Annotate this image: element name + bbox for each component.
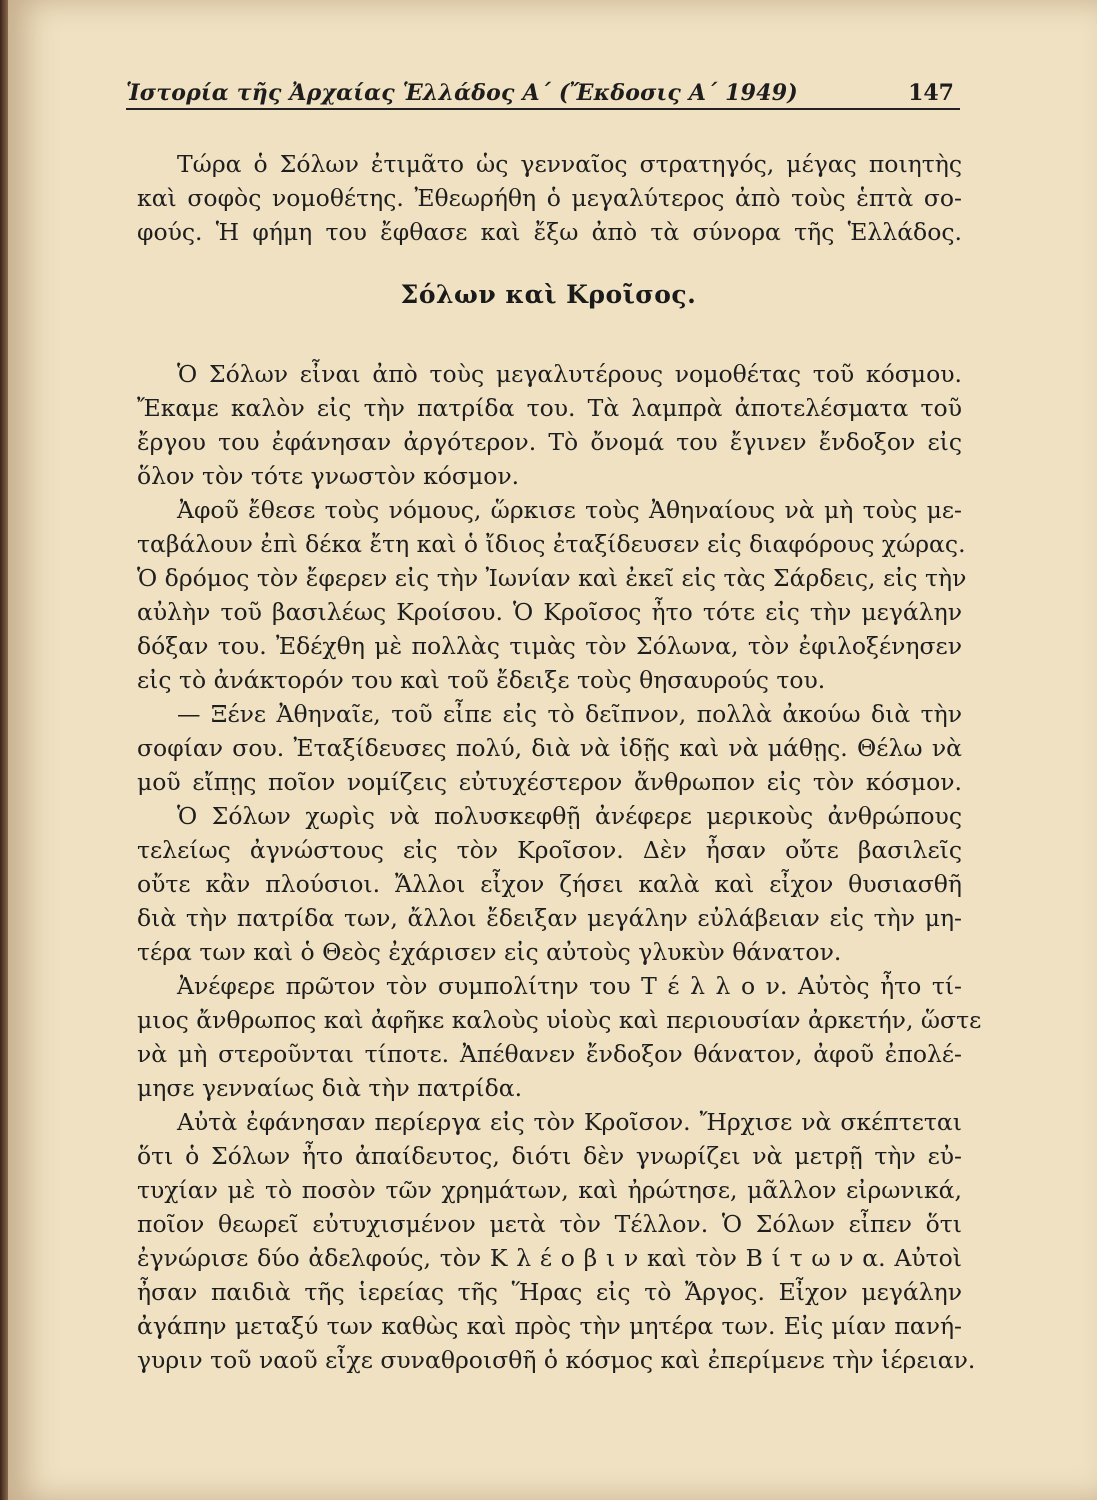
text-line: Αὐτὰ ἐφάνησαν περίεργα εἰς τὸν Κροῖσον. Ἤρχισε νὰ σκέπτεται	[177, 1108, 962, 1136]
text-line: ἦσαν παιδιὰ τῆς ἱερείας τῆς Ἥρας εἰς τὸ Ἄργος. Εἶχον μεγάλην	[137, 1278, 962, 1306]
text-line: τέρα των καὶ ὁ Θεὸς ἐχάρισεν εἰς αὐτοὺς γλυκὺν θάνατον.	[137, 938, 842, 966]
text-line: καὶ σοφὸς νομοθέτης. Ἐθεωρήθη ὁ μεγαλύτερος ἀπὸ τοὺς ἑπτὰ σο-	[137, 184, 962, 212]
text-line: ἐγνώρισε δύο ἀδελφούς, τὸν Κ λ έ ο β ι ν καὶ τὸν Β ί τ ω ν α. Αὐτοὶ	[137, 1244, 962, 1272]
text-line: σοφίαν σου. Ἐταξίδευσες πολύ, διὰ νὰ ἰδῇς καὶ νὰ μάθῃς. Θέλω νὰ	[137, 734, 962, 762]
text-line: ποῖον θεωρεῖ εὐτυχισμένον μετὰ τὸν Τέλλον. Ὁ Σόλων εἶπεν ὅτι	[137, 1210, 962, 1238]
text-line: οὔτε κἂν πλούσιοι. Ἄλλοι εἶχον ζήσει καλὰ καὶ εἶχον θυσιασθῆ	[137, 870, 962, 898]
text-line: ἔργου του ἐφάνησαν ἀργότερον. Τὸ ὄνομά του ἔγινεν ἔνδοξον εἰς	[137, 428, 962, 456]
text-line: Ὁ Σόλων χωρὶς νὰ πολυσκεφθῇ ἀνέφερε μερικοὺς ἀνθρώπους	[177, 802, 962, 830]
text-line: ταβάλουν ἐπὶ δέκα ἔτη καὶ ὁ ἴδιος ἐταξίδευσεν εἰς διαφόρους χώρας.	[137, 530, 966, 558]
text-line: Ἀνέφερε πρῶτον τὸν συμπολίτην του Τ έ λ λ ο ν. Αὐτὸς ἦτο τί-	[177, 972, 962, 1000]
book-spine-edge	[0, 0, 8, 1500]
page-number: 147	[908, 80, 954, 106]
text-line: τυχίαν μὲ τὸ ποσὸν τῶν χρημάτων, καὶ ἠρώτησε, μᾶλλον εἰρωνικά,	[137, 1176, 962, 1204]
text-line: ἀγάπην μεταξύ των καθὼς καὶ πρὸς τὴν μητέρα των. Εἰς μίαν πανή-	[137, 1312, 962, 1340]
text-line: ὅλον τὸν τότε γνωστὸν κόσμον.	[137, 462, 520, 490]
text-line: διὰ τὴν πατρίδα των, ἄλλοι ἔδειξαν μεγάλην εὐλάβειαν εἰς τὴν μη-	[137, 904, 962, 932]
text-line: φούς. Ἡ φήμη του ἔφθασε καὶ ἔξω ἀπὸ τὰ σύνορα τῆς Ἑλλάδος.	[137, 218, 962, 246]
header-title: Ἱστορία τῆς Ἀρχαίας Ἑλλάδος Α΄ (Ἔκδοσις Α΄ 1949)	[126, 80, 798, 106]
text-line: ὅτι ὁ Σόλων ἦτο ἀπαίδευτος, διότι δὲν γνωρίζει νὰ μετρῇ τὴν εὐ-	[137, 1142, 962, 1170]
text-line: δόξαν του. Ἐδέχθη μὲ πολλὰς τιμὰς τὸν Σόλωνα, τὸν ἐφιλοξένησεν	[137, 632, 962, 660]
text-line: μοῦ εἴπῃς ποῖον νομίζεις εὐτυχέστερον ἄνθρωπον εἰς τὸν κόσμον.	[137, 768, 962, 796]
text-line: Ἔκαμε καλὸν εἰς τὴν πατρίδα του. Τὰ λαμπρὰ ἀποτελέσματα τοῦ	[137, 394, 962, 422]
running-header	[126, 78, 960, 110]
text-line: μησε γενναίως διὰ τὴν πατρίδα.	[137, 1074, 523, 1102]
text-line: αὐλὴν τοῦ βασιλέως Κροίσου. Ὁ Κροῖσος ἦτο τότε εἰς τὴν μεγάλην	[137, 598, 962, 626]
text-line: Τώρα ὁ Σόλων ἐτιμᾶτο ὡς γενναῖος στρατηγός, μέγας ποιητὴς	[177, 150, 962, 178]
text-line: τελείως ἀγνώστους εἰς τὸν Κροῖσον. Δὲν ἦσαν οὔτε βασιλεῖς	[137, 836, 962, 864]
text-line: νὰ μὴ στεροῦνται τίποτε. Ἀπέθανεν ἔνδοξον θάνατον, ἀφοῦ ἐπολέ-	[137, 1040, 962, 1068]
text-line: Ἀφοῦ ἔθεσε τοὺς νόμους, ὥρκισε τοὺς Ἀθηναίους νὰ μὴ τοὺς με-	[177, 496, 962, 524]
text-line: μιος ἄνθρωπος καὶ ἀφῆκε καλοὺς υἱοὺς καὶ περιουσίαν ἀρκετήν, ὥστε	[137, 1006, 982, 1034]
text-line: γυριν τοῦ ναοῦ εἶχε συναθροισθῆ ὁ κόσμος καὶ ἐπερίμενε τὴν ἱέρειαν.	[137, 1346, 976, 1374]
text-line: Ὁ Σόλων εἶναι ἀπὸ τοὺς μεγαλυτέρους νομοθέτας τοῦ κόσμου.	[177, 360, 962, 388]
text-line: Ὁ δρόμος τὸν ἔφερεν εἰς τὴν Ἰωνίαν καὶ ἐκεῖ εἰς τὰς Σάρδεις, εἰς τὴν	[137, 564, 967, 592]
text-line: — Ξένε Ἀθηναῖε, τοῦ εἶπε εἰς τὸ δεῖπνον, πολλὰ ἀκούω διὰ τὴν	[177, 700, 962, 728]
text-line: εἰς τὸ ἀνάκτορόν του καὶ τοῦ ἔδειξε τοὺς θησαυρούς του.	[137, 666, 826, 694]
section-title: Σόλων καὶ Κροῖσος.	[400, 280, 697, 309]
